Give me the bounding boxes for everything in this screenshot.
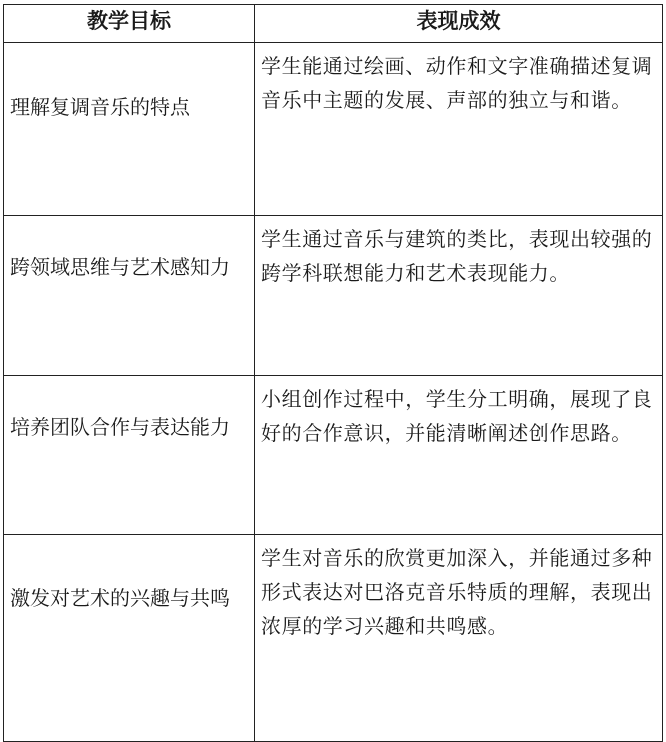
header-outcome: 表现成效 xyxy=(255,5,663,43)
header-goal: 教学目标 xyxy=(4,5,255,43)
goal-cell: 激发对艺术的兴趣与共鸣 xyxy=(4,535,255,742)
goal-cell: 理解复调音乐的特点 xyxy=(4,43,255,216)
goal-cell: 跨领域思维与艺术感知力 xyxy=(4,216,255,376)
table-header xyxy=(4,5,663,43)
outcome-cell: 学生能通过绘画、动作和文字准确描述复调音乐中主题的发展、声部的独立与和谐。 xyxy=(255,43,663,216)
outcome-cell: 学生对音乐的欣赏更加深入，并能通过多种形式表达对巴洛克音乐特质的理解，表现出浓厚的学习兴趣和共鸣感。 xyxy=(255,535,663,742)
header-row xyxy=(4,5,663,43)
table-body xyxy=(4,43,663,742)
table-row xyxy=(4,43,663,216)
table-row xyxy=(4,535,663,742)
outcome-cell: 学生通过音乐与建筑的类比，表现出较强的跨学科联想能力和艺术表现能力。 xyxy=(255,216,663,376)
goal-cell: 培养团队合作与表达能力 xyxy=(4,376,255,535)
table-row xyxy=(4,216,663,376)
objectives-table xyxy=(3,4,663,742)
outcome-cell: 小组创作过程中，学生分工明确，展现了良好的合作意识，并能清晰阐述创作思路。 xyxy=(255,376,663,535)
table-row xyxy=(4,376,663,535)
